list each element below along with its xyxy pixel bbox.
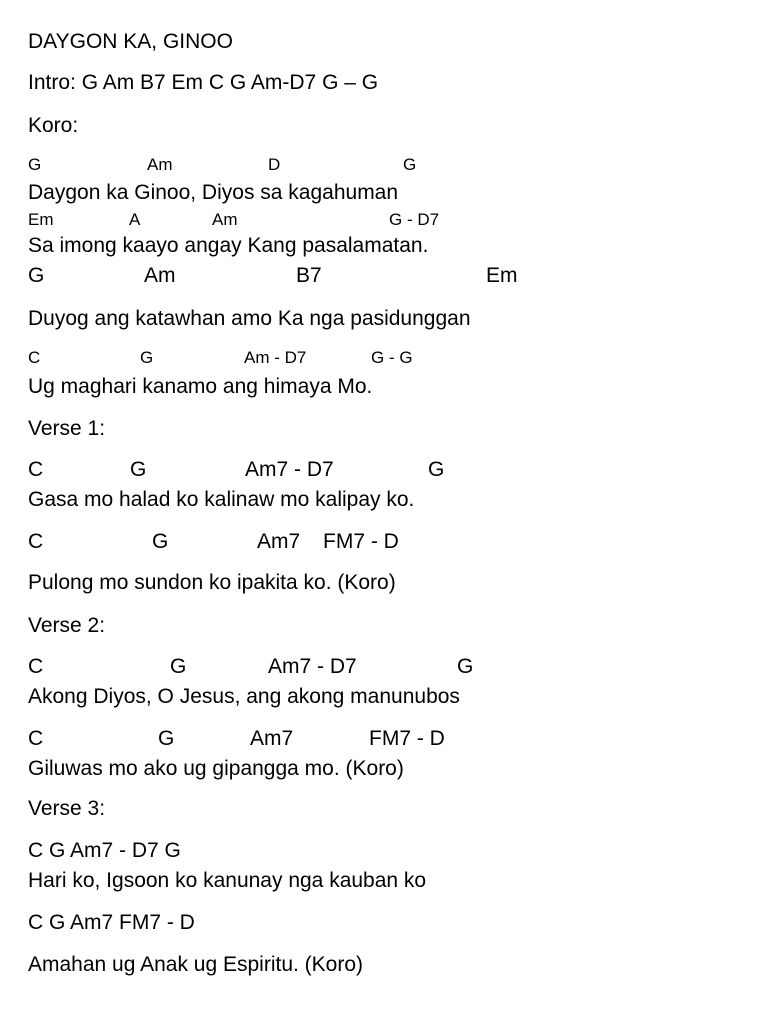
chord: Em [486, 264, 518, 287]
chord: G [170, 655, 187, 678]
chord-line: C G Am7 - D7 G [28, 839, 181, 862]
koro-heading: Koro: [28, 114, 79, 137]
verse1-heading: Verse 1: [28, 417, 106, 440]
chord: C [28, 655, 44, 678]
lyric-line: Giluwas mo ako ug gipangga mo. (Koro) [28, 757, 404, 780]
chord: C [28, 530, 44, 553]
intro-line: Intro: G Am B7 Em C G Am-D7 G – G [28, 71, 379, 94]
chord: Am7 - D7 [245, 458, 334, 481]
chord: FM7 - D [323, 530, 399, 553]
chord: Am [212, 210, 238, 229]
chord: G [28, 264, 45, 287]
chord: G [28, 155, 42, 174]
chord: Am7 [250, 727, 294, 750]
chord: Am [144, 264, 176, 287]
chord: G [428, 458, 445, 481]
chord: D [268, 155, 281, 174]
chord: Am - D7 [244, 348, 307, 367]
lyric-line: Gasa mo halad ko kalinaw mo kalipay ko. [28, 488, 415, 511]
song-title: DAYGON KA, GINOO [28, 30, 233, 53]
chord: B7 [296, 264, 322, 287]
chord: Am [147, 155, 173, 174]
chord: C [28, 348, 41, 367]
chord: Am7 [257, 530, 301, 553]
chord: C [28, 458, 44, 481]
lyric-line: Pulong mo sundon ko ipakita ko. (Koro) [28, 571, 396, 594]
chord: FM7 - D [369, 727, 445, 750]
verse3-heading: Verse 3: [28, 797, 106, 820]
lyric-line: Hari ko, Igsoon ko kanunay nga kauban ko [28, 869, 427, 892]
chord: G - G [371, 348, 413, 367]
chord: A [129, 210, 141, 229]
chord: C [28, 727, 44, 750]
chord: G [403, 155, 417, 174]
lyric-line: Akong Diyos, O Jesus, ang akong manunubos [28, 685, 460, 708]
chord: Am7 - D7 [268, 655, 357, 678]
chord: G - D7 [389, 210, 440, 229]
lyric-line: Duyog ang katawhan amo Ka nga pasidunggan [28, 307, 471, 330]
verse2-heading: Verse 2: [28, 614, 106, 637]
chord: G [152, 530, 169, 553]
lyric-line: Sa imong kaayo angay Kang pasalamatan. [28, 234, 429, 257]
chord: G [130, 458, 147, 481]
chord: G [457, 655, 474, 678]
lyric-line: Daygon ka Ginoo, Diyos sa kagahuman [28, 181, 399, 204]
chord: G [140, 348, 154, 367]
chord: Em [28, 210, 54, 229]
lyric-line: Amahan ug Anak ug Espiritu. (Koro) [28, 953, 364, 976]
lyric-line: Ug maghari kanamo ang himaya Mo. [28, 375, 373, 398]
chord: G [158, 727, 175, 750]
chord-line: C G Am7 FM7 - D [28, 911, 195, 934]
